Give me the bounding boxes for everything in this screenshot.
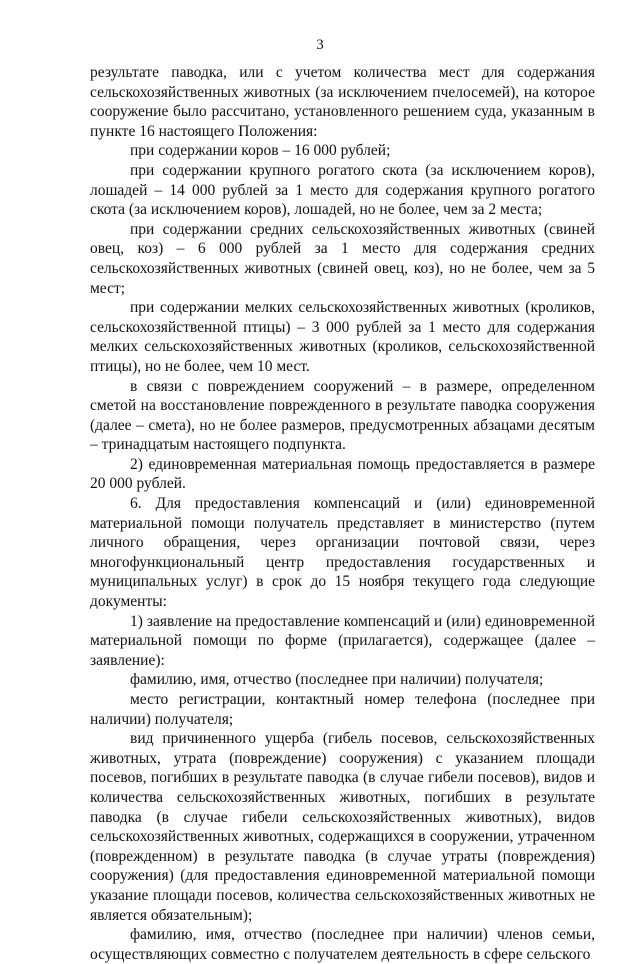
page-number: 3 [316, 37, 324, 53]
paragraph: фамилию, имя, отчество (последнее при наличии) получателя; [130, 671, 544, 689]
paragraph: место регистрации, контактный номер телефона (последнее при наличии) получателя; [90, 691, 595, 728]
paragraph: при содержании средних сельскохозяйственных животных (свиней овец, коз) – 6 000 рублей за 1 место для содержания средних сельскохозяйственных животных (свиней овец, коз), но не более, чем за 5 мест; [90, 220, 595, 297]
paragraph: вид причиненного ущерба (гибель посевов, сельскохозяйственных животных, утрата (повреждение) сооружения) с указанием площади посевов, погибших в результате паводка (в случае гибели посевов), видов и количества сельскохозяйственных животных, погибших в результате паводка (в случае гибели сельскохозяйственных животных), видов сельскохозяйственных животных, содержащихся в сооружении, утраченном (поврежденном) в результате паводка (в случае утраты (повреждения) сооружения) (для предоставления единовременной материальной помощи указание площади посевов, количества сельскохозяйственных животных не является обязательным); [90, 730, 595, 924]
paragraph: при содержании коров – 16 000 рублей; [130, 142, 391, 160]
paragraph: при содержании мелких сельскохозяйственных животных (кроликов, сельскохозяйственной птицы) – 3 000 рублей за 1 место для содержания мелких сельскохозяйственных животных (кроликов, сельскохозяйственной птицы), но не более, чем 10 мест. [90, 299, 595, 375]
paragraph: фамилию, имя, отчество (последнее при наличии) членов семьи, осуществляющих совместно с получателем деятельность в сфере сельского [90, 926, 595, 963]
paragraph: 1) заявление на предоставление компенсаций и (или) единовременной материальной помощи по форме (прилагается), содержащее (далее – заявление): [90, 612, 595, 669]
paragraph: 6. Для предоставления компенсаций и (или) единовременной материальной помощи получатель представляет в министерство (путем личного обращения, через организации почтовой связи, через многофункциональный центр предоставления государственных и муниципальных услуг) в срок до 15 ноября текущего года следующие документы: [90, 495, 595, 611]
paragraph: в связи с повреждением сооружений – в размере, определенном сметой на восстановление поврежденного в результате паводка сооружения (далее – смета), но не более размеров, предусмотренных абзацами десятым – тринадцатым настоящего подпункта. [90, 377, 595, 454]
paragraph: 2) единовременная материальная помощь предоставляется в размере 20 000 рублей. [90, 455, 595, 493]
document-body [90, 63, 595, 964]
paragraph: при содержании крупного рогатого скота (за исключением коров), лошадей – 14 000 рублей за 1 место для содержания крупного рогатого скота (за исключением коров), лошадей, но не более, чем за 2 места; [90, 161, 595, 219]
paragraph: результате паводка, или с учетом количества мест для содержания сельскохозяйственных животных (за исключением пчелосемей), на которое сооружение было рассчитано, установленного решением суда, указанным в пункте 16 настоящего Положения: [90, 64, 595, 140]
